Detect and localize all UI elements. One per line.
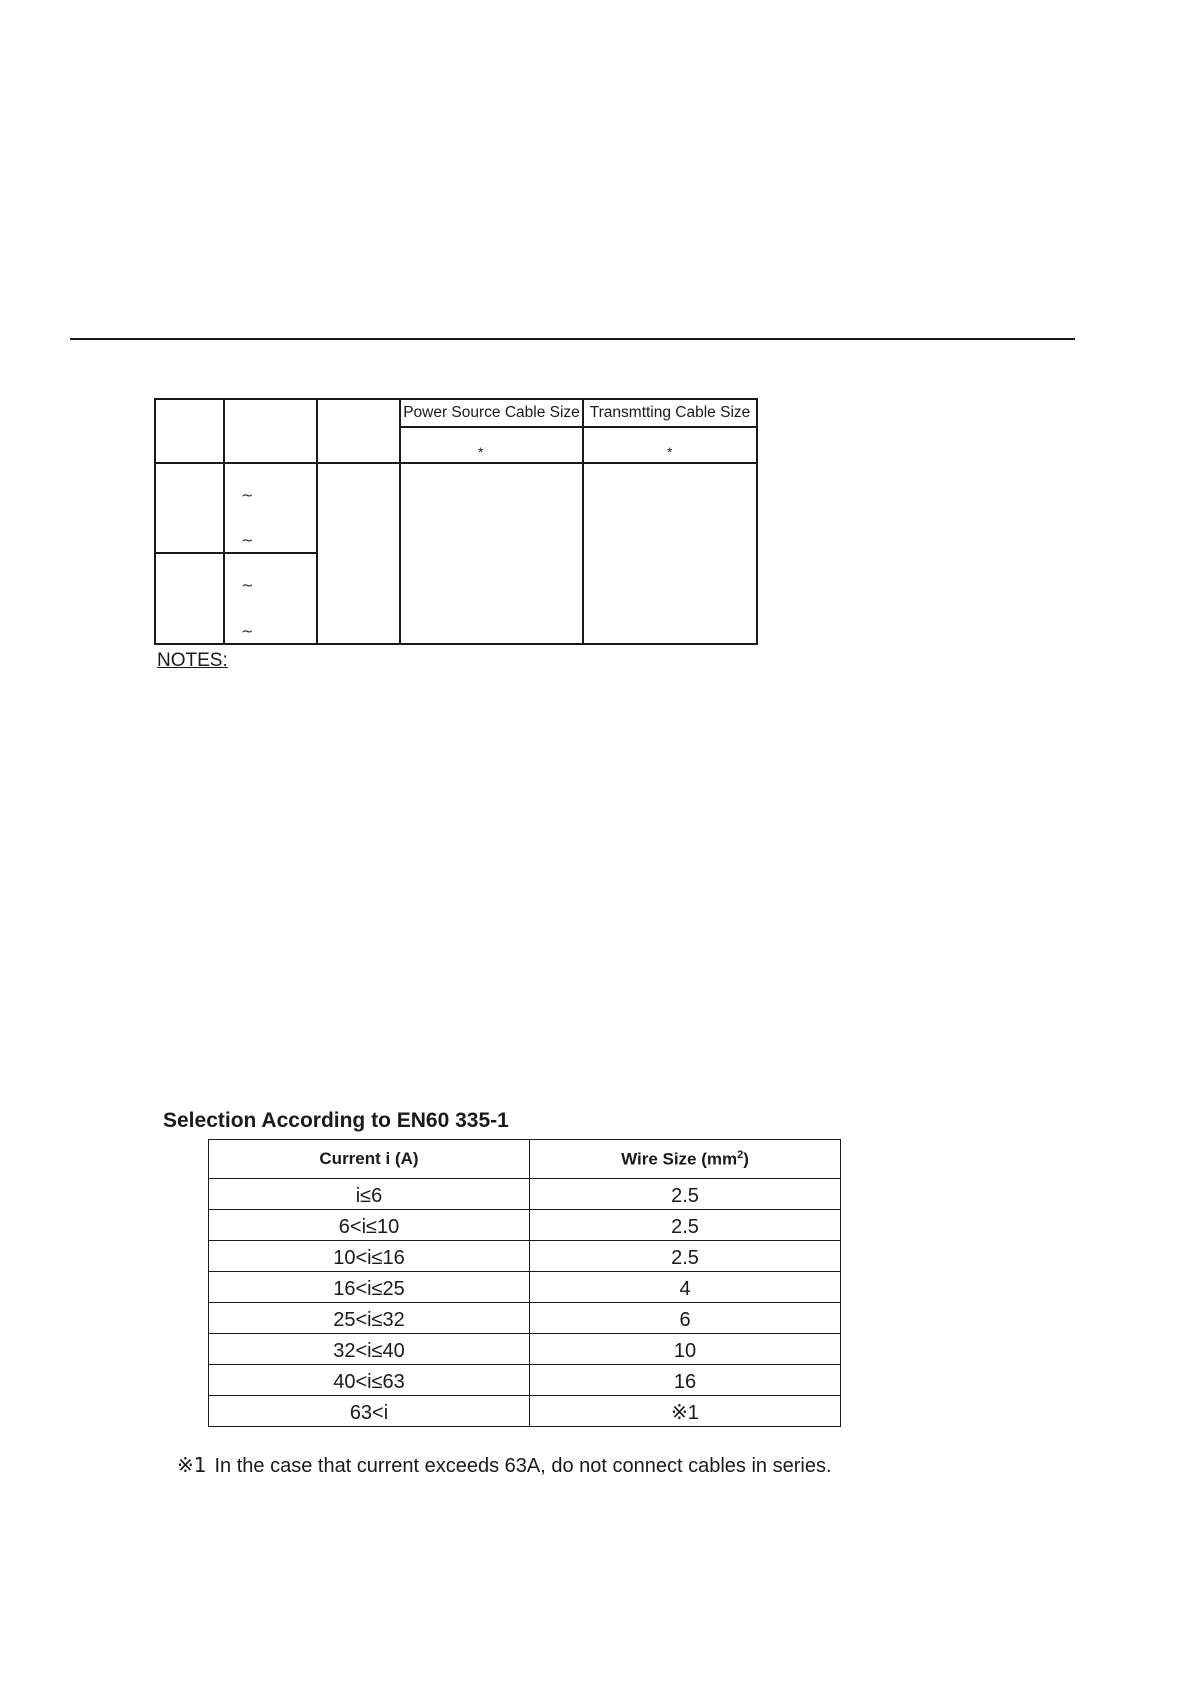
current-cell: 63<i: [209, 1396, 530, 1427]
footnote: [177, 1453, 832, 1478]
asterisk-power: *: [478, 444, 484, 460]
wire-size-table: [208, 1139, 841, 1427]
table-row: [209, 1272, 841, 1303]
wire-cell: ※1: [530, 1396, 841, 1427]
table-line: [154, 398, 156, 644]
selection-title: Selection According to EN60 335-1: [163, 1109, 509, 1132]
table-line: [399, 398, 401, 644]
wire-cell: 2.5: [530, 1210, 841, 1241]
current-cell: 32<i≤40: [209, 1334, 530, 1365]
table-line: [154, 643, 758, 645]
wire-size-header-text: Wire Size (mm: [621, 1149, 738, 1169]
wire-cell: 2.5: [530, 1241, 841, 1272]
range-tilde: ~: [241, 576, 254, 594]
table-row: [209, 1334, 841, 1365]
current-cell: 6<i≤10: [209, 1210, 530, 1241]
table-line: [399, 426, 758, 428]
transmitting-cable-size-header: Transmtting Cable Size: [589, 404, 751, 421]
table-row: [209, 1210, 841, 1241]
current-column-header: Current i (A): [209, 1140, 530, 1179]
footnote-text: In the case that current exceeds 63A, do not connect cables in series.: [214, 1455, 832, 1477]
table-line: [582, 398, 584, 644]
table-row: [209, 1179, 841, 1210]
table-line: [154, 462, 758, 464]
current-cell: i≤6: [209, 1179, 530, 1210]
table-row: [209, 1396, 841, 1427]
table-line: [154, 398, 758, 400]
wire-cell: 2.5: [530, 1179, 841, 1210]
table-row: [209, 1365, 841, 1396]
current-cell: 16<i≤25: [209, 1272, 530, 1303]
current-cell: 25<i≤32: [209, 1303, 530, 1334]
table-line: [756, 398, 758, 644]
horizontal-rule: [70, 338, 1075, 340]
wire-size-header-close: ): [743, 1149, 749, 1169]
wire-cell: 4: [530, 1272, 841, 1303]
range-tilde: ~: [241, 622, 254, 640]
table-row: [209, 1303, 841, 1334]
table-line: [223, 398, 225, 644]
power-source-cable-size-header: Power Source Cable Size: [403, 404, 580, 421]
range-tilde: ~: [241, 486, 254, 504]
table-row: [209, 1241, 841, 1272]
wire-size-header-sup: 2: [737, 1148, 744, 1161]
asterisk-transmit: *: [667, 444, 673, 460]
wire-size-column-header: [530, 1140, 841, 1179]
current-cell: 40<i≤63: [209, 1365, 530, 1396]
wire-cell: 10: [530, 1334, 841, 1365]
table-line: [154, 552, 317, 554]
current-cell: 10<i≤16: [209, 1241, 530, 1272]
wire-cell: 16: [530, 1365, 841, 1396]
range-tilde: ~: [241, 531, 254, 549]
wire-cell: 6: [530, 1303, 841, 1334]
footnote-mark: ※1: [177, 1453, 207, 1477]
table-line: [316, 398, 318, 644]
notes-label: NOTES:: [157, 650, 228, 671]
